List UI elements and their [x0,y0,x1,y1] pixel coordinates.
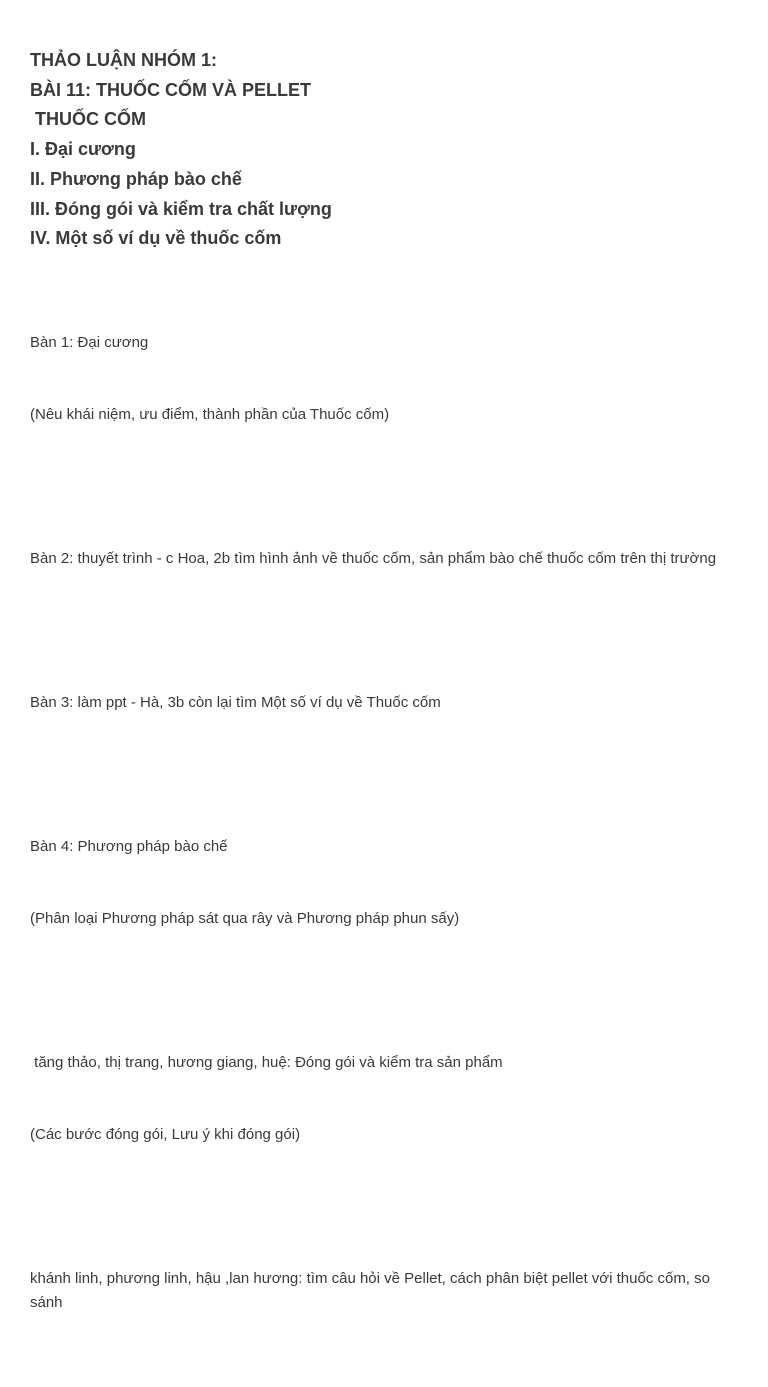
assignment-line: Bàn 4: Phương pháp bào chế [30,837,228,855]
assignment-ban-3 [30,643,740,763]
assignment-ban-4 [30,787,740,979]
assignment-line: tăng thảo, thị trang, hương giang, huệ: Đóng gói và kiểm tra sản phẩm [30,1053,503,1071]
assignment-line: Bàn 3: làm ppt - Hà, 3b còn lại tìm Một số ví dụ về Thuốc cốm [30,693,441,711]
outline-item-1: I. Đại cương [30,139,136,160]
assignment-line: (Nêu khái niệm, ưu điểm, thành phần của Thuốc cốm) [30,405,390,423]
outline-item-3: III. Đóng gói và kiểm tra chất lượng [30,198,332,219]
lesson-subtitle: THUỐC CỐM [30,109,146,130]
assignment-line: (Phân loại Phương pháp sát qua rây và Phương pháp phun sấy) [30,909,460,927]
assignment-line: khánh linh, phương linh, hậu ,lan hương: tìm câu hỏi về Pellet, cách phân biệt pellet với thuốc cốm, so sánh [30,1269,715,1311]
assignment-line: Bàn 1: Đại cương [30,333,149,351]
note-heading [30,46,740,254]
assignment-ban-2 [30,499,740,619]
group-title: THẢO LUẬN NHÓM 1: [30,50,217,70]
assignment-ban-1 [30,283,740,475]
assignment-packaging-group [30,1003,740,1195]
assignment-line: (Các bước đóng gói, Lưu ý khi đóng gói) [30,1125,301,1143]
lesson-title: BÀI 11: THUỐC CỐM VÀ PELLET [30,79,312,100]
assignment-pellet-group [30,1219,740,1363]
assignment-line: Bàn 2: thuyết trình - c Hoa, 2b tìm hình ảnh về thuốc cốm, sản phẩm bào chế thuốc cốm trên thị trường [30,549,717,567]
assignments-list [30,283,740,1363]
note-content[interactable] [30,46,740,1387]
outline-item-4: IV. Một số ví dụ về thuốc cốm [30,228,282,249]
outline-item-2: II. Phương pháp bào chế [30,168,242,189]
